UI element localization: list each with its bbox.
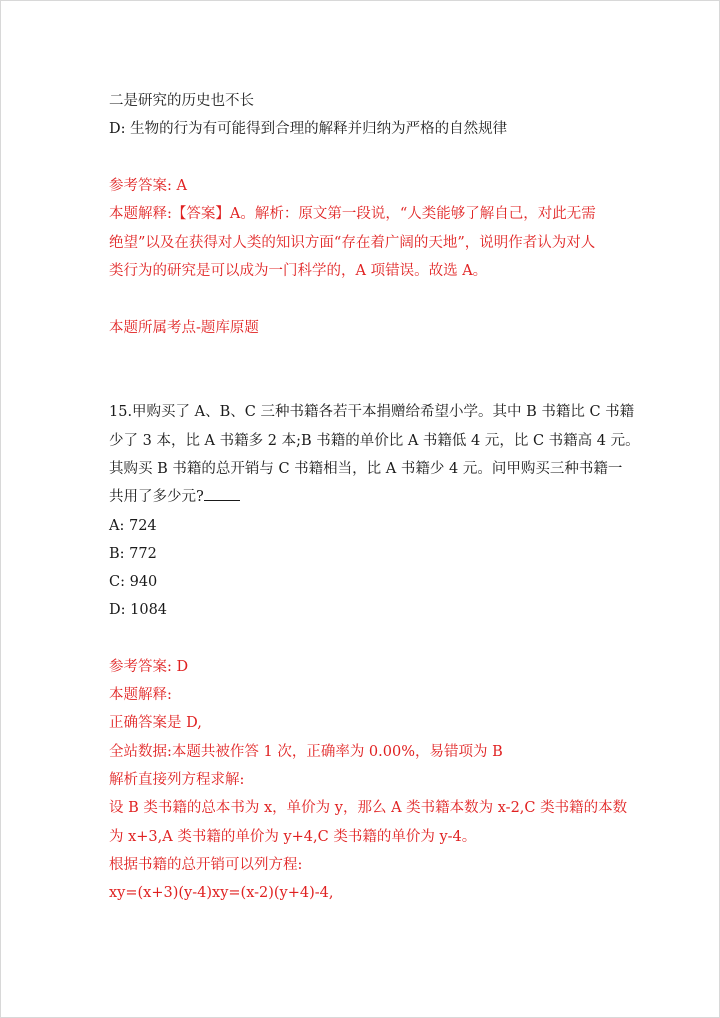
prev-explanation-line-2: 绝望”以及在获得对人类的知识方面“存在着广阔的天地”，说明作者认为对人 [109,235,596,251]
prev-reference-answer: 参考答案: A [109,178,187,194]
q15-stem-line-2: 少了 3 本，比 A 书籍多 2 本;B 书籍的单价比 A 书籍低 4 元，比 C 书籍高 4 元。 [109,433,640,449]
q15-stem-line-4 [109,487,240,507]
q15-option-d: D: 1084 [109,602,168,618]
q15-explanation-line-1: 正确答案是 D, [109,715,202,731]
q15-stem-line-1: 15.甲购买了 A、B、C 三种书籍各若干本捐赠给希望小学。其中 B 书籍比 C 书籍 [109,404,635,420]
q15-explanation-line-6: 根据书籍的总开销可以列方程: [109,857,303,873]
prev-explanation-line-3: 类行为的研究是可以成为一门科学的，A 项错误。故选 A。 [109,263,488,279]
q15-option-c: C: 940 [109,574,158,590]
q15-explanation-line-7: xy=(x+3)(y-4)xy=(x-2)(y+4)-4, [109,885,334,901]
q15-stem-line-3: 其购买 B 书籍的总开销与 C 书籍相当，比 A 书籍少 4 元。问甲购买三种书籍一 [109,461,623,477]
q15-stem-line-4-text: 共用了多少元? [109,489,204,505]
q15-reference-answer: 参考答案: D [109,659,189,675]
prev-topic: 本题所属考点-题库原题 [109,320,259,336]
q15-explanation-title: 本题解释: [109,687,172,703]
q15-option-a: A: 724 [109,518,157,534]
q15-explanation-line-5: 为 x+3,A 类书籍的单价为 y+4,C 类书籍的单价为 y-4。 [109,829,477,845]
prev-explanation-line-1: 本题解释:【答案】A。解析：原文第一段说，“人类能够了解自己，对此无需 [109,206,596,222]
prev-question-line: 二是研究的历史也不长 [109,93,254,109]
q15-option-b: B: 772 [109,546,157,562]
q15-explanation-line-2: 全站数据:本题共被作答 1 次，正确率为 0.00%，易错项为 B [109,744,503,760]
q15-explanation-line-3: 解析直接列方程求解: [109,772,245,788]
prev-question-option-d: D: 生物的行为有可能得到合理的解释并归纳为严格的自然规律 [109,121,508,137]
q15-explanation-line-4: 设 B 类书籍的总本书为 x，单价为 y，那么 A 类书籍本数为 x-2,C 类书籍的本数 [109,800,628,816]
answer-blank [204,487,240,501]
